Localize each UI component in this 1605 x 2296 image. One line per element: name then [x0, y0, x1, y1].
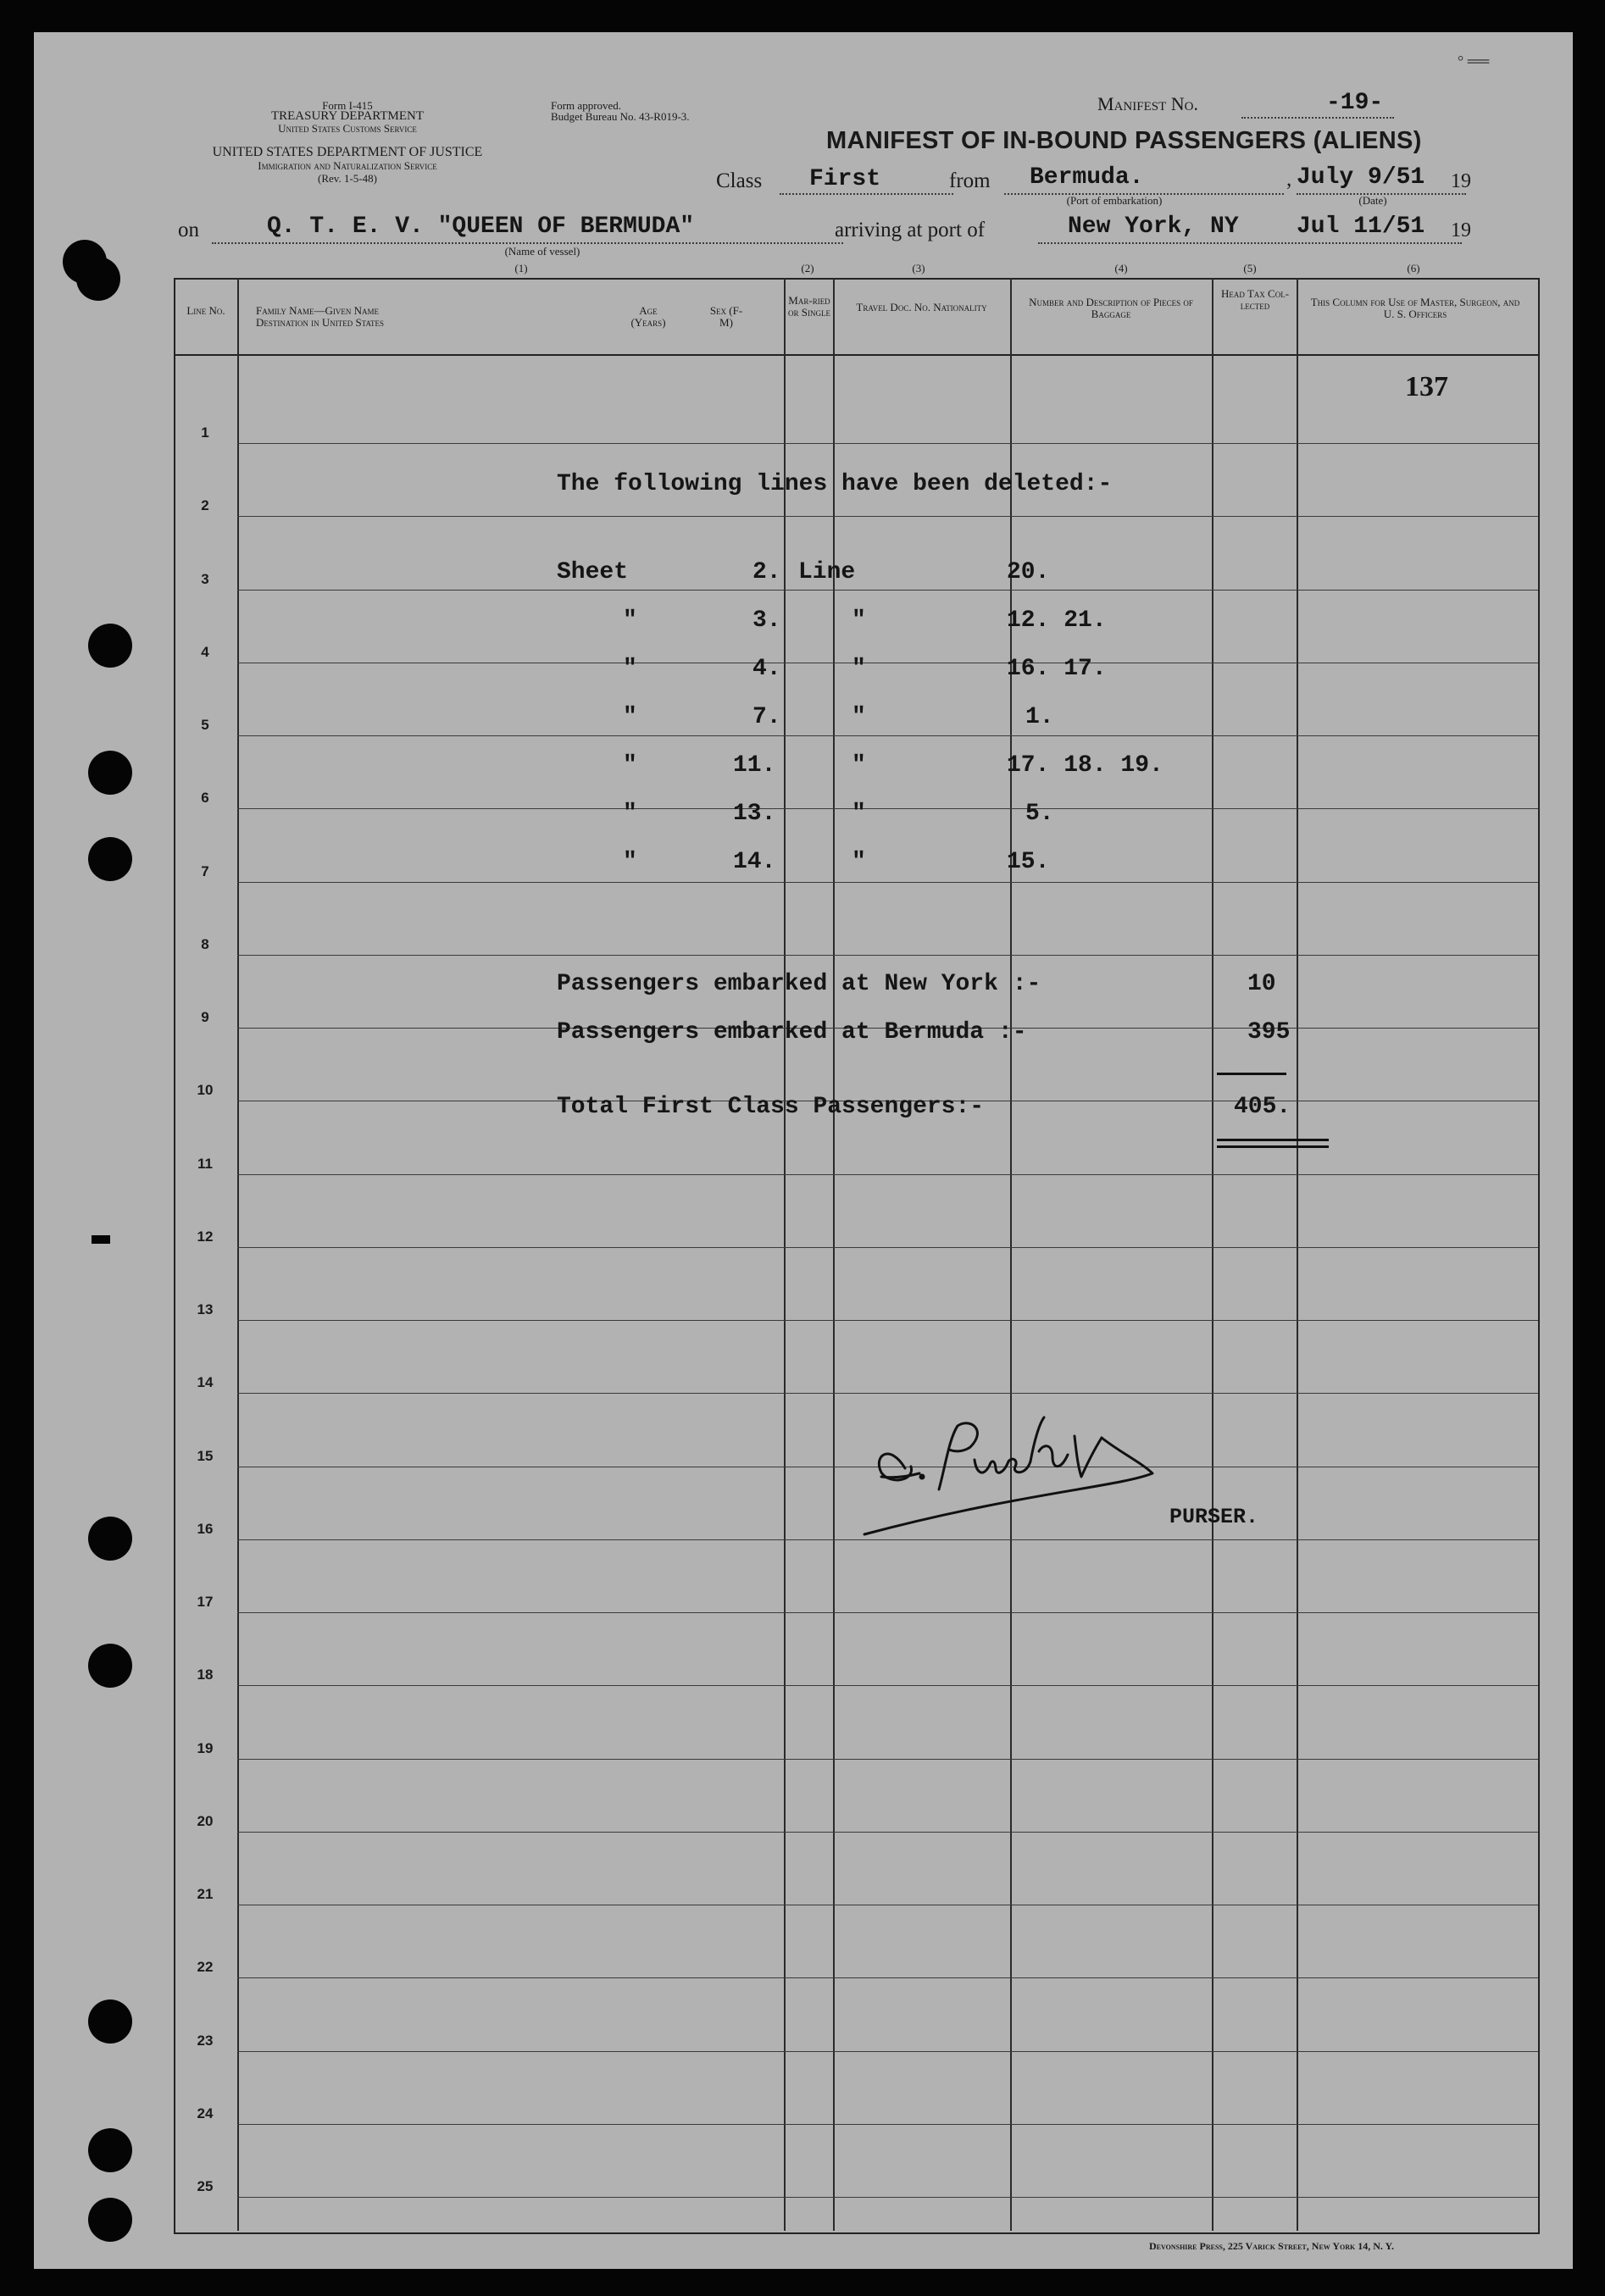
header-officers: This Column for Use of Master, Surgeon, and U. S. Officers: [1310, 296, 1520, 320]
header-destination: Destination in United States: [256, 316, 385, 329]
class-line: [780, 193, 953, 195]
col-num-5: (5): [1243, 262, 1257, 275]
total-rule-1: [1217, 1139, 1329, 1141]
date-caption: (Date): [1358, 194, 1387, 207]
punch-hole: [88, 624, 132, 668]
corner-mark: ° ══: [1458, 53, 1490, 69]
punch-hole: [88, 1999, 132, 2044]
manifest-sheet: Form I-415 TREASURY DEPARTMENT United States Customs Service UNITED STATES DEPARTMENT OF JUSTICE Immigration and Naturalization Service (Rev. 1-5-48) Form approved. Budget Bureau No. 43-R019-3. Manifest No. -19- MANIFEST OF IN-BOUND PASSENGERS (ALIENS) Class First from Bermuda. (Port of embarkation) , July 9/51 19 (Date) on Q. T. E. V. "QUEEN OF BERMUDA" (Name of vessel) arriving at port of New York, NY Jul 11/51 19 (1) (2) (3) (4) (5) (6) Line No. Family Name—Given Name Destination in United States Age (Years) Sex (F-M) Mar-ried or Single Travel Doc. No. Nationality Number and Description of Pieces of Baggage Head Tax Col-lected This Column for Use of Master, Surgeon, and U. S. Officers 137 1 2 3 4 5 6 7 8 9 10 11 12 13 14 15 16 17 18 19 20 21 22 23 24 25 The following lines have been deleted:- Sheet Line 2. 20. " " 3. 12. 21. " " 4. 16. 17. " " 7. 1. " " 11. 17. 18. 19. " " 13. 5. " " 14. 15. Passengers embarked at New York :- 10 Passengers embarked at Bermuda :- 395 Total First Class Passengers:- 405. PURSER. Devonshire Press, 225 Varick Street, New York 14, N. Y. ° ══: [34, 32, 1573, 2269]
line-number: 21: [197, 1886, 214, 1902]
printer-footer: Devonshire Press, 225 Varick Street, New York 14, N. Y.: [1149, 2240, 1395, 2252]
deletion-lines: 5.: [1025, 801, 1054, 827]
col-num-1: (1): [514, 262, 528, 275]
row-rule: [237, 1174, 1538, 1175]
deletion-lines: 20.: [1007, 559, 1050, 585]
budget-bureau: Budget Bureau No. 43-R019-3.: [551, 110, 690, 123]
arriving-label: arriving at port of: [835, 219, 986, 241]
header-age: Age (Years): [630, 304, 666, 329]
row-rule: [237, 1977, 1538, 1978]
class-value: First: [809, 166, 881, 192]
punch-hole: [88, 2128, 132, 2172]
row-rule: [237, 2197, 1538, 2198]
row-rule: [237, 1612, 1538, 1613]
vessel-caption: (Name of vessel): [504, 245, 580, 258]
line-number: 23: [197, 2033, 214, 2049]
line-number: 3: [201, 571, 209, 587]
line-number: 25: [197, 2178, 214, 2194]
header-married: Mar-ried or Single: [788, 294, 830, 319]
ditto-mark: ": [852, 752, 866, 779]
ditto-mark: ": [852, 849, 866, 875]
ditto-mark: ": [623, 752, 637, 779]
manifest-label: Manifest No.: [1097, 93, 1198, 114]
vessel-line: [212, 242, 843, 244]
line-number: 6: [201, 790, 209, 806]
ditto-mark: ": [852, 801, 866, 827]
deletion-lines: 1.: [1025, 704, 1054, 730]
bermuda-value: 395: [1247, 1019, 1291, 1045]
scan-mark: [92, 1235, 110, 1244]
col-divider: [1297, 278, 1298, 2231]
punch-hole: [88, 1644, 132, 1688]
line-number: 9: [201, 1009, 209, 1025]
arrival-line: [1038, 242, 1462, 244]
row-rule: [237, 443, 1538, 444]
form-number: Form I-415: [322, 99, 373, 112]
justice-dept: UNITED STATES DEPARTMENT OF JUSTICE: [212, 145, 483, 159]
ny-value: 10: [1247, 971, 1276, 997]
class-label: Class: [716, 169, 763, 192]
row-rule: [237, 516, 1538, 517]
row-rule: [237, 1685, 1538, 1686]
from-value: Bermuda.: [1030, 164, 1144, 191]
punch-hole: [88, 2198, 132, 2242]
line-number: 7: [201, 863, 209, 879]
punch-hole: [76, 257, 120, 301]
punch-hole: [88, 751, 132, 795]
line-number: 8: [201, 936, 209, 952]
revision: (Rev. 1-5-48): [318, 172, 377, 185]
col-num-3: (3): [912, 262, 925, 275]
header-sex: Sex (F-M): [709, 304, 743, 329]
header-rule: [174, 354, 1538, 356]
punch-hole: [88, 1517, 132, 1561]
deletion-sheet: 13.: [733, 801, 776, 827]
header-family-name: Family Name—Given Name: [256, 304, 379, 317]
ditto-mark: ": [852, 607, 866, 634]
row-rule: [237, 2051, 1538, 2052]
date-value: July 9/51: [1297, 164, 1425, 191]
ditto-mark: ": [623, 801, 637, 827]
total-label: Total First Class Passengers:-: [557, 1094, 985, 1120]
col-num-6: (6): [1407, 262, 1420, 275]
ny-label: Passengers embarked at New York :-: [557, 971, 1041, 997]
subtotal-rule: [1217, 1073, 1286, 1075]
line-number: 4: [201, 644, 209, 660]
row-rule: [237, 1759, 1538, 1760]
line-number: 17: [197, 1594, 214, 1610]
port-caption: (Port of embarkation): [1066, 194, 1163, 207]
line-number: 14: [197, 1374, 214, 1390]
arrival-date: Jul 11/51: [1297, 214, 1425, 240]
line-number: 10: [197, 1082, 214, 1098]
deletion-sheet: 7.: [753, 704, 781, 730]
line-number: 2: [201, 497, 209, 513]
line-number: 13: [197, 1301, 214, 1317]
from-label: from: [949, 169, 991, 192]
manifest-line: [1241, 117, 1394, 119]
row-rule: [237, 1320, 1538, 1321]
row-rule: [237, 1247, 1538, 1248]
line-number: 15: [197, 1448, 214, 1464]
line-number: 20: [197, 1813, 214, 1829]
manifest-number: -19-: [1326, 90, 1384, 116]
col-divider: [784, 278, 786, 2231]
bermuda-label: Passengers embarked at Bermuda :-: [557, 1019, 1027, 1045]
row-rule: [237, 2124, 1538, 2125]
ins-service: Immigration and Naturalization Service: [258, 159, 437, 172]
header-line-no: Line No.: [186, 304, 225, 317]
deletion-sheet: 3.: [753, 607, 781, 634]
line-number: 5: [201, 717, 209, 733]
year-suffix-2: 19: [1451, 219, 1471, 241]
ditto-mark: ": [852, 704, 866, 730]
deletion-sheet: 14.: [733, 849, 776, 875]
line-number: 19: [197, 1740, 214, 1756]
ditto-mark: ": [623, 607, 637, 634]
header-head-tax: Head Tax Col-lected: [1220, 287, 1290, 312]
stamp-number: 137: [1405, 371, 1448, 402]
manifest-table: [174, 278, 1540, 2234]
manifest-title: MANIFEST OF IN-BOUND PASSENGERS (ALIENS): [826, 127, 1422, 154]
ditto-mark: ": [852, 656, 866, 682]
vessel-value: Q. T. E. V. "QUEEN OF BERMUDA": [267, 214, 695, 240]
col-divider: [237, 278, 239, 2231]
deletion-sheet: 4.: [753, 656, 781, 682]
ditto-mark: ": [623, 849, 637, 875]
line-number: 22: [197, 1959, 214, 1975]
line-number: 18: [197, 1667, 214, 1683]
col-num-4: (4): [1114, 262, 1128, 275]
col-num-2: (2): [801, 262, 814, 275]
row-rule: [237, 808, 1538, 809]
form-approved: Form approved.: [551, 99, 622, 112]
ditto-mark: ": [623, 704, 637, 730]
header-baggage: Number and Description of Pieces of Baggage: [1029, 296, 1193, 320]
deletion-sheet: 2.: [753, 559, 781, 585]
row-rule: [237, 1832, 1538, 1833]
deletion-lines: 12. 21.: [1007, 607, 1107, 634]
arrival-port: New York, NY: [1068, 214, 1239, 240]
sheet-label: Sheet: [557, 559, 629, 585]
row-rule: [237, 882, 1538, 883]
line-number: 11: [197, 1156, 213, 1172]
deletion-lines: 16. 17.: [1007, 656, 1107, 682]
customs-service: United States Customs Service: [278, 122, 417, 135]
row-rule: [237, 735, 1538, 736]
col-divider: [1212, 278, 1213, 2231]
deletion-lines: 17. 18. 19.: [1007, 752, 1163, 779]
treasury-dept: TREASURY DEPARTMENT: [270, 109, 425, 123]
deletion-sheet: 11.: [733, 752, 776, 779]
total-value: 405.: [1234, 1094, 1291, 1120]
purser-label: PURSER.: [1169, 1505, 1259, 1529]
year-suffix: 19: [1451, 170, 1471, 192]
line-number: 16: [197, 1521, 214, 1537]
line-number: 1: [201, 424, 209, 441]
row-rule: [237, 955, 1538, 956]
header-travel-doc: Travel Doc. No. Nationality: [856, 301, 987, 313]
ditto-mark: ": [623, 656, 637, 682]
deletion-lines: 15.: [1007, 849, 1050, 875]
total-rule-2: [1217, 1145, 1329, 1148]
on-label: on: [178, 219, 199, 241]
deleted-heading: The following lines have been deleted:-: [557, 471, 1113, 497]
punch-hole: [88, 837, 132, 881]
line-label: Line: [798, 559, 856, 585]
line-number: 24: [197, 2105, 214, 2121]
line-number: 12: [197, 1228, 214, 1245]
row-rule: [237, 590, 1538, 591]
